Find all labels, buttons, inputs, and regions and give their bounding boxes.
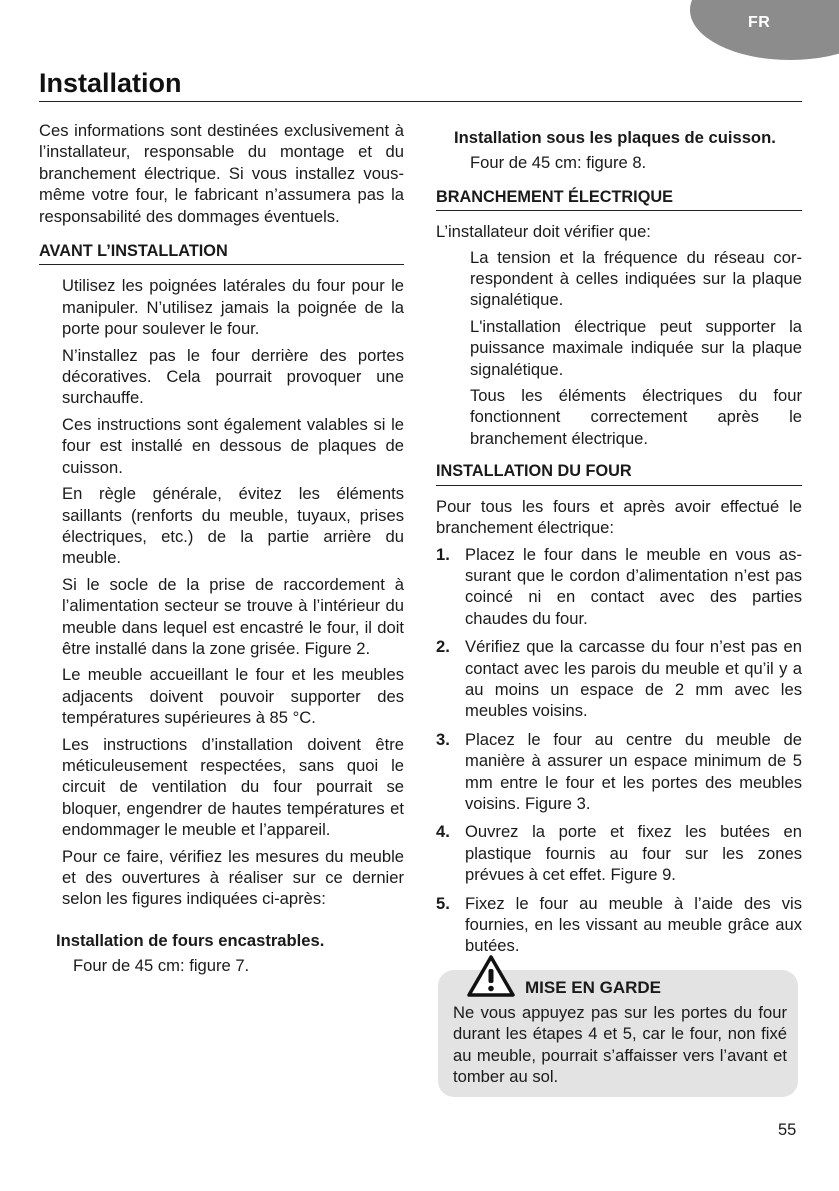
step-text: Fixez le four au meuble à l’aide des vis fournies, en les vissant au meuble grâce aux butées. bbox=[465, 893, 802, 956]
title-divider bbox=[39, 101, 802, 102]
step-text: Ouvrez la porte et fixez les butées en plastique fournis au four sur les zones prévues à cet effet. Figure 9. bbox=[465, 822, 802, 885]
left-column bbox=[39, 120, 404, 977]
before-item: Si le socle de la prise de raccordement à l’alimentation secteur se trouve à l’intérieur du meuble dans lequel est encastré le four, il doit être installé dans la zone grisée. Figure 2. bbox=[62, 574, 404, 658]
right-column bbox=[436, 127, 802, 964]
warning-title: MISE EN GARDE bbox=[525, 978, 662, 997]
installation-intro: Pour tous les fours et après avoir effectué le branchement électrique: bbox=[436, 496, 802, 538]
page-number: 55 bbox=[778, 1121, 797, 1139]
before-item: Les instructions d’installation doivent être méticuleusement respectées, sans quoi le circuit de ventilation du four pourrait se bloquer, engendrer de hautes températures et endommager le meuble et l’appareil. bbox=[62, 734, 404, 840]
before-item: Le meuble accueillant le four et les meubles adjacents doivent pouvoir supporter des températures supérieures à 85 °C. bbox=[62, 665, 404, 728]
before-item: Pour ce faire, vérifiez les mesures du meuble et des ouvertures à réaliser sur ce dernier selon les figures indiquées ci-après: bbox=[62, 846, 404, 909]
step-item bbox=[436, 636, 802, 722]
step-number: 2. bbox=[436, 637, 450, 657]
step-number: 3. bbox=[436, 729, 450, 749]
section-heading-oven-installation: INSTALLATION DU FOUR bbox=[436, 461, 802, 485]
step-number: 5. bbox=[436, 893, 450, 913]
section-heading-electrical-connection: BRANCHEMENT ÉLECTRIQUE bbox=[436, 187, 802, 211]
installation-steps bbox=[436, 544, 802, 957]
built-in-figure-ref: Four de 45 cm: figure 7. bbox=[73, 956, 250, 976]
electrical-item: La tension et la fréquence du réseau cor-respondent à celles indiquées sur la plaque signalétique. bbox=[470, 247, 802, 310]
intro-paragraph: Ces informations sont destinées exclusivement à l’installateur, responsable du montage et du branchement électrique. Si vous installez vous-même votre four, le fabricant n’assumera pas la responsabilité des dommages éventuels. bbox=[39, 121, 404, 226]
before-item: N’installez pas le four derrière des portes décoratives. Cela pourrait provoquer une surchauffe. bbox=[62, 345, 404, 408]
warning-triangle-icon bbox=[466, 954, 516, 1003]
step-item bbox=[436, 729, 802, 815]
step-text: Placez le four dans le meuble en vous as-surant que le cordon d’alimentation n’est pas coincé ni en contact avec des parties chaudes du four. bbox=[465, 544, 802, 628]
subheading-built-in-ovens: Installation de fours encastrables. bbox=[56, 930, 325, 950]
step-item bbox=[436, 893, 802, 957]
warning-box bbox=[438, 970, 798, 1097]
language-label: FR bbox=[748, 14, 771, 31]
electrical-intro: L’installateur doit vérifier que: bbox=[436, 222, 651, 242]
before-item: Utilisez les poignées latérales du four pour le manipuler. N’utilisez jamais la poignée de la porte pour soulever le four. bbox=[62, 276, 404, 339]
subheading-under-hob: Installation sous les plaques de cuisson. bbox=[454, 128, 776, 147]
step-text: Vérifiez que la carcasse du four n’est pas en contact avec les parois du meuble et qu’il y a au moins un espace de 2 mm avec les meubles voisins. bbox=[465, 637, 802, 721]
electrical-item: L'installation électrique peut supporter la puissance maximale indiquée sur la plaque signalétique. bbox=[470, 316, 802, 379]
under-hob-figure-ref: Four de 45 cm: figure 8. bbox=[470, 153, 647, 173]
before-item: En règle générale, évitez les éléments saillants (renforts du meuble, tuyaux, prises électriques, etc.) de la partie arrière du meuble. bbox=[62, 484, 404, 568]
electrical-item: Tous les éléments électriques du four fonctionnent correctement après le branchement électrique. bbox=[470, 386, 802, 448]
step-number: 4. bbox=[436, 822, 450, 842]
step-text: Placez le four au centre du meuble de manière à assurer un espace minimum de 5 mm entre le four et les portes des meubles voisins. Figure 3. bbox=[465, 729, 802, 813]
section-heading-before-installation: AVANT L’INSTALLATION bbox=[39, 241, 404, 265]
step-item bbox=[436, 544, 802, 630]
step-number: 1. bbox=[436, 544, 450, 564]
step-item bbox=[436, 821, 802, 885]
before-item: Ces instructions sont également valables si le four est installé en dessous de plaques de cuisson. bbox=[62, 414, 404, 477]
warning-text: Ne vous appuyez pas sur les portes du four durant les étapes 4 et 5, car le four, non fixé au meuble, pourrait s’affaisser vers l’avant et tomber au sol. bbox=[453, 1003, 787, 1087]
page-title: Installation bbox=[39, 68, 182, 98]
